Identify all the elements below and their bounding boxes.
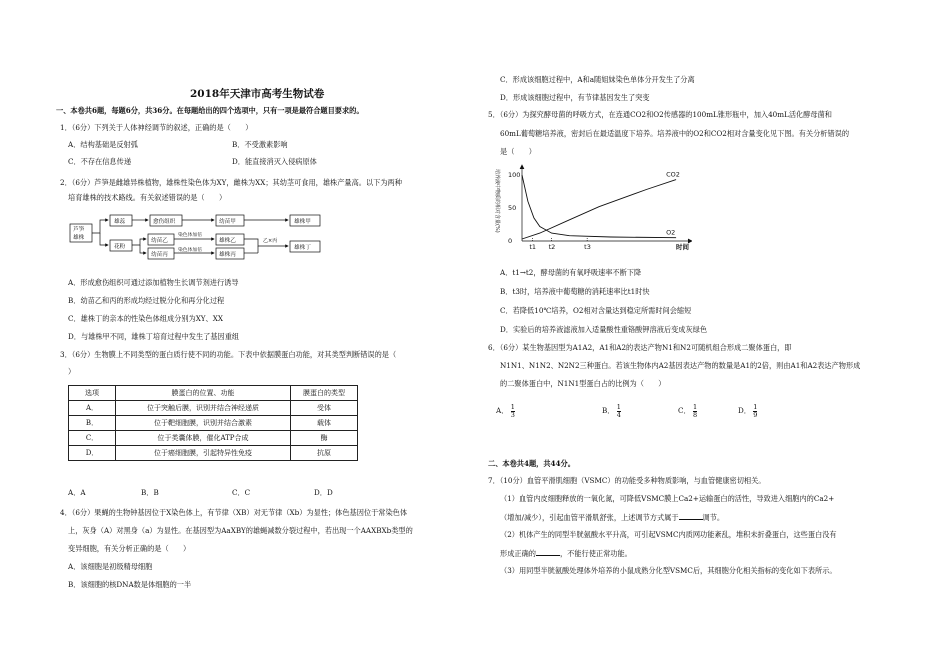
q1-option-c: C．不存在信息传递	[68, 157, 132, 166]
label-cross: 乙×丙	[263, 238, 278, 244]
label-mid-3: 雄株乙	[219, 238, 236, 244]
numerator: 1	[616, 402, 621, 411]
label-double-upper: 染色体加倍	[178, 233, 202, 238]
q2-flow-diagram	[68, 210, 348, 260]
table-cell: A．	[69, 401, 116, 416]
page-title: 2018年天津市高考生物试卷	[190, 88, 325, 100]
denominator: 3	[510, 410, 515, 419]
q5-stem-line1: 5．（6分）为探究酵母菌的呼吸方式，在连通CO2和O2传感器的100mL锥形瓶中，加入40mL活化酵母菌和	[488, 110, 832, 119]
q2-stem-line2: 培育雄株的技术路线。有关叙述错误的是（ ）	[68, 193, 227, 202]
q4-stem-line2: 上，灰身（A）对黑身（a）为显性。在基因型为AaXBY的雄蝇减数分裂过程中，若出现一个AAXBXb类型的	[68, 526, 413, 535]
series-label-o2: O2	[666, 228, 676, 237]
label-double-lower: 染色体加倍	[178, 248, 202, 253]
q7-stem: 7．（10分）血管平滑肌细胞（VSMC）的功能受多种物质影响，与血管健康密切相关。	[488, 476, 766, 485]
q6-option-d	[738, 399, 757, 423]
fraction	[753, 404, 757, 419]
q4-option-d: D．形成该细胞过程中，有节律基因发生了突变	[500, 93, 650, 102]
q7-part2-line2: 形成正确的 ，不能行使正常功能。	[500, 549, 632, 558]
y-axis-arrow	[520, 165, 524, 169]
label-top-4: 雄株甲	[294, 219, 311, 225]
q1-option-a: A．结构基础是反射弧	[68, 140, 138, 149]
q4-stem-line1: 4．（6分）果蝇的生物钟基因位于X染色体上，有节律（XB）对无节律（Xb）为显性；体色基因位于常染色体	[60, 508, 408, 517]
label-top-1: 雄蕊	[114, 219, 126, 225]
option-label: B．	[602, 406, 615, 415]
x-axis-label: 时间	[676, 243, 689, 251]
y-axis-label: 培养液中物质的相对含量(%)	[494, 169, 500, 233]
x-tick-label: t1	[529, 243, 537, 251]
label-bot-2: 雄株丙	[219, 252, 236, 258]
answer-blank[interactable]	[679, 512, 703, 520]
y-tick-label: 100	[508, 171, 521, 179]
label-bot-1: 幼苗丙	[151, 252, 168, 258]
q4-option-a: A．该细胞是初级精母细胞	[68, 562, 153, 571]
q5-stem-line2: 60mL葡萄糖培养液，密封后在最适温度下培养。培养液中的O2和CO2相对含量变化见下图。有关分析错误的	[500, 129, 850, 138]
series-label-co2: CO2	[666, 170, 680, 179]
box-start-line1: 芦笋	[73, 227, 85, 233]
q6-option-c	[678, 399, 697, 423]
section2-header: 二、本卷共4题，共44分。	[488, 459, 575, 468]
label-mid-1: 花粉	[114, 244, 126, 250]
series-line-co2	[522, 180, 676, 239]
q4-stem-line3: 变异细胞，有关分析正确的是（ ）	[68, 544, 191, 553]
q3-option-d: D．D	[314, 488, 333, 497]
table-cell: 位于癌细胞膜，引起特异性免疫	[116, 446, 291, 461]
numerator: 1	[753, 402, 758, 411]
table-cell: D．	[69, 446, 116, 461]
q5-stem-line3: 是（ ）	[500, 147, 536, 156]
label-top-2: 愈伤组织	[153, 219, 176, 225]
table-cell: 位于突触后膜，识别并结合神经递质	[116, 401, 291, 416]
section1-header: 一、本卷共6题，每题6分，共36分。在每题给出的四个选项中，只有一项是最符合题目要求的。	[56, 106, 364, 115]
table-header-cell: 膜蛋白的类型	[291, 386, 358, 401]
option-label: C．	[678, 406, 691, 415]
q2-option-b: B．幼苗乙和丙的形成均经过脱分化和再分化过程	[68, 296, 225, 305]
q6-stem-line2: N1N1、N1N2、N2N2三种蛋白。若该生物体内A2基因表达产物的数量是A1的2倍，则由A1和A2表达产物形成	[500, 361, 861, 370]
q7-part3-line1: （3）用同型半胱氨酸处理体外培养的小鼠成熟分化型VSMC后，其细胞分化相关指标的变化如下表所示。	[500, 566, 837, 575]
x-tick-label: t2	[548, 243, 556, 251]
table-row	[69, 416, 358, 431]
q4-option-c: C．形成该细胞过程中，A和a随姐妹染色单体分开发生了分离	[500, 75, 695, 84]
fraction	[511, 404, 515, 419]
q7-part1-line2: （增加/减少），引起血管平滑肌舒张，上述调节方式属于 调节。	[500, 513, 725, 522]
q3-option-c: C．C	[232, 488, 251, 497]
fraction	[617, 404, 621, 419]
q5-option-a: A．t1→t2，酵母菌的有氧呼吸速率不断下降	[500, 268, 642, 277]
q2-option-d: D．与雄株甲不同，雄株丁培育过程中发生了基因重组	[68, 332, 240, 341]
q1-option-b: B．不受激素影响	[232, 140, 288, 149]
numerator: 1	[510, 402, 515, 411]
q1-option-d: D．能直接消灭入侵病原体	[232, 157, 317, 166]
q6-option-a	[496, 399, 515, 423]
q6-stem-line1: 6．（6分）某生物基因型为A1A2，A1和A2的表达产物N1和N2可随机组合形成二聚体蛋白，即	[488, 343, 792, 352]
option-label: D．	[738, 406, 751, 415]
y-tick-label: 50	[508, 204, 517, 212]
q6-option-b	[602, 399, 621, 423]
q5-chart	[492, 163, 692, 255]
q7-part2-line1: （2）机体产生的同型半胱氨酸水平升高，可引起VSMC内质网功能紊乱，堆积未折叠蛋白，这些蛋白没有	[500, 530, 837, 539]
q3-stem-line2: ）	[68, 367, 76, 376]
table-row	[69, 431, 358, 446]
q3-option-b: B．B	[141, 488, 159, 497]
option-label: A．	[496, 406, 509, 415]
q2-stem-line1: 2．（6分）芦笋是雌雄异株植物，雄株性染色体为XY，雌株为XX；其幼茎可食用，雄株产量高。以下为两种	[60, 178, 402, 187]
table-header-cell: 膜蛋白的位置、功能	[116, 386, 291, 401]
table-cell: 抗原	[291, 446, 358, 461]
denominator: 8	[692, 410, 698, 419]
fraction	[693, 404, 697, 419]
q2-option-c: C．雄株丁的亲本的性染色体组成分别为XY、XX	[68, 314, 223, 323]
table-cell: 位于类囊体膜，催化ATP合成	[116, 431, 291, 446]
answer-blank[interactable]	[536, 548, 560, 556]
q5-option-c: C．若降低10℃培养，O2相对含量达到稳定所需时间会缩短	[500, 306, 692, 315]
table-cell: B．	[69, 416, 116, 431]
table-row	[69, 401, 358, 416]
q6-stem-line3: 的二聚体蛋白中，N1N1型蛋白占的比例为（ ）	[500, 379, 666, 388]
q3-option-a: A．A	[68, 488, 86, 497]
q4-option-b: B．该细胞的核DNA数是体细胞的一半	[68, 580, 192, 589]
label-mid-2: 幼苗乙	[151, 238, 168, 244]
table-cell: C．	[69, 431, 116, 446]
q1-stem: 1．（6分）下列关于人体神经调节的叙述，正确的是（ ）	[60, 123, 253, 132]
table-header-cell: 选项	[69, 386, 116, 401]
table-cell: 位于靶细胞膜，识别并结合激素	[116, 416, 291, 431]
x-tick-label: t3	[584, 243, 591, 251]
box-start-line2: 雄株	[73, 235, 85, 241]
y-tick-label: 0	[508, 237, 513, 245]
q7-part1-line1: （1）血管内皮细胞释放的一氧化氮，可降低VSMC膜上Ca2+运输蛋白的活性，导致进入细胞内的Ca2+	[500, 494, 835, 503]
q2-option-a: A．形成愈伤组织可通过添加植物生长调节剂进行诱导	[68, 278, 239, 287]
table-row	[69, 446, 358, 461]
denominator: 4	[616, 410, 621, 419]
numerator: 1	[692, 402, 698, 411]
q5-option-d: D．实验后的培养液滤液加入适量酸性重铬酸钾溶液后变成灰绿色	[500, 325, 708, 334]
q5-option-b: B．t3时，培养液中葡萄糖的消耗速率比t1时快	[500, 287, 650, 296]
q3-table	[68, 385, 358, 461]
label-bot-3: 雄株丁	[294, 245, 311, 251]
table-cell: 受体	[291, 401, 358, 416]
table-cell: 酶	[291, 431, 358, 446]
table-cell: 载体	[291, 416, 358, 431]
label-top-3: 幼苗甲	[219, 219, 236, 225]
denominator: 9	[753, 410, 758, 419]
q3-stem-line1: 3．（6分）生物膜上不同类型的蛋白质行使不同的功能。下表中依据膜蛋白功能，对其类型判断错误的是（	[60, 350, 397, 359]
table-header-row	[69, 386, 358, 401]
